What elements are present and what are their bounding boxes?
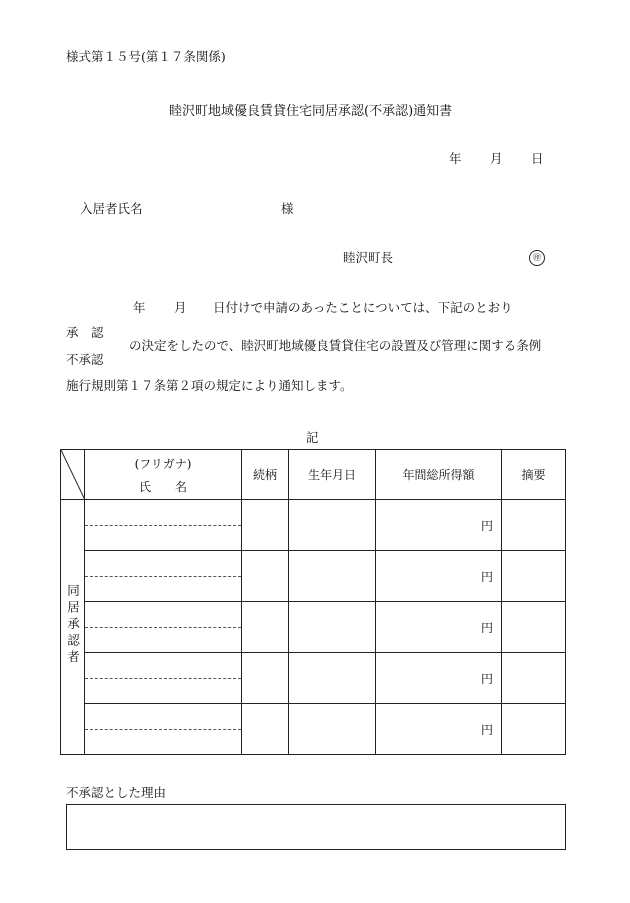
table-row [61, 704, 566, 755]
relation-cell[interactable] [242, 704, 289, 755]
relation-cell[interactable] [242, 500, 289, 551]
yen-label: 円 [480, 620, 493, 635]
income-cell[interactable] [376, 653, 502, 704]
body-line2: の決定をしたので、睦沢町地域優良賃貸住宅の設置及び管理に関する条例 [129, 338, 542, 353]
seal-mark [529, 248, 545, 266]
income-header: 年間総所得額 [376, 450, 502, 500]
body-line3: 施行規則第１７条第２項の規定により通知します。 [66, 378, 353, 393]
name-cell[interactable] [85, 551, 242, 602]
table-row [61, 602, 566, 653]
date-day: 日 [531, 151, 544, 166]
reason-input-box[interactable] [66, 804, 566, 850]
remarks-header: 摘要 [502, 450, 566, 500]
income-cell[interactable] [376, 500, 502, 551]
birth-cell[interactable] [289, 602, 376, 653]
ki-label: 記 [306, 430, 319, 445]
issuer-name: 睦沢町長 [343, 250, 394, 265]
table-row [61, 551, 566, 602]
table-header-row [61, 450, 566, 500]
relation-cell[interactable] [242, 653, 289, 704]
name-header [85, 450, 242, 500]
diagonal-line [61, 450, 85, 500]
recipient-suffix: 様 [281, 201, 294, 216]
side-label: 同居承認者 [65, 584, 81, 667]
body-year: 年 [133, 300, 146, 315]
relation-header: 続柄 [242, 450, 289, 500]
remarks-cell[interactable] [502, 704, 566, 755]
name-cell[interactable] [85, 653, 242, 704]
body-month: 月 [174, 300, 187, 315]
birth-header: 生年月日 [289, 450, 376, 500]
table-row [61, 653, 566, 704]
birth-cell[interactable] [289, 653, 376, 704]
income-cell[interactable] [376, 551, 502, 602]
document-title: 睦沢町地域優良賃貸住宅同居承認(不承認)通知書 [169, 104, 453, 119]
birth-cell[interactable] [289, 704, 376, 755]
birth-cell[interactable] [289, 500, 376, 551]
relation-cell[interactable] [242, 551, 289, 602]
side-label-cell [61, 500, 85, 755]
income-cell[interactable] [376, 602, 502, 653]
seal-icon: ㊞ [529, 250, 545, 266]
name-cell[interactable] [85, 602, 242, 653]
remarks-cell[interactable] [502, 551, 566, 602]
yen-label: 円 [480, 518, 493, 533]
shimei-header: 氏 名 [138, 479, 187, 494]
income-cell[interactable] [376, 704, 502, 755]
yen-label: 円 [480, 722, 493, 737]
approve-option: 承 認 [66, 325, 104, 340]
corner-cell [61, 450, 85, 500]
date-year: 年 [449, 151, 462, 166]
furigana-header: (フリガナ) [134, 456, 192, 471]
name-cell[interactable] [85, 500, 242, 551]
name-cell[interactable] [85, 704, 242, 755]
form-number: 様式第１５号(第１７条関係) [66, 49, 226, 64]
reason-label: 不承認とした理由 [66, 785, 167, 800]
date-month: 月 [490, 151, 503, 166]
recipient-label: 入居者氏名 [80, 201, 143, 216]
table-row [61, 500, 566, 551]
body-line1: 日付けで申請のあったことについては、下記のとおり [213, 300, 513, 315]
yen-label: 円 [480, 569, 493, 584]
relation-cell[interactable] [242, 602, 289, 653]
birth-cell[interactable] [289, 551, 376, 602]
disapprove-option: 不承認 [66, 352, 104, 367]
remarks-cell[interactable] [502, 653, 566, 704]
household-table [60, 449, 566, 755]
yen-label: 円 [480, 671, 493, 686]
remarks-cell[interactable] [502, 602, 566, 653]
remarks-cell[interactable] [502, 500, 566, 551]
